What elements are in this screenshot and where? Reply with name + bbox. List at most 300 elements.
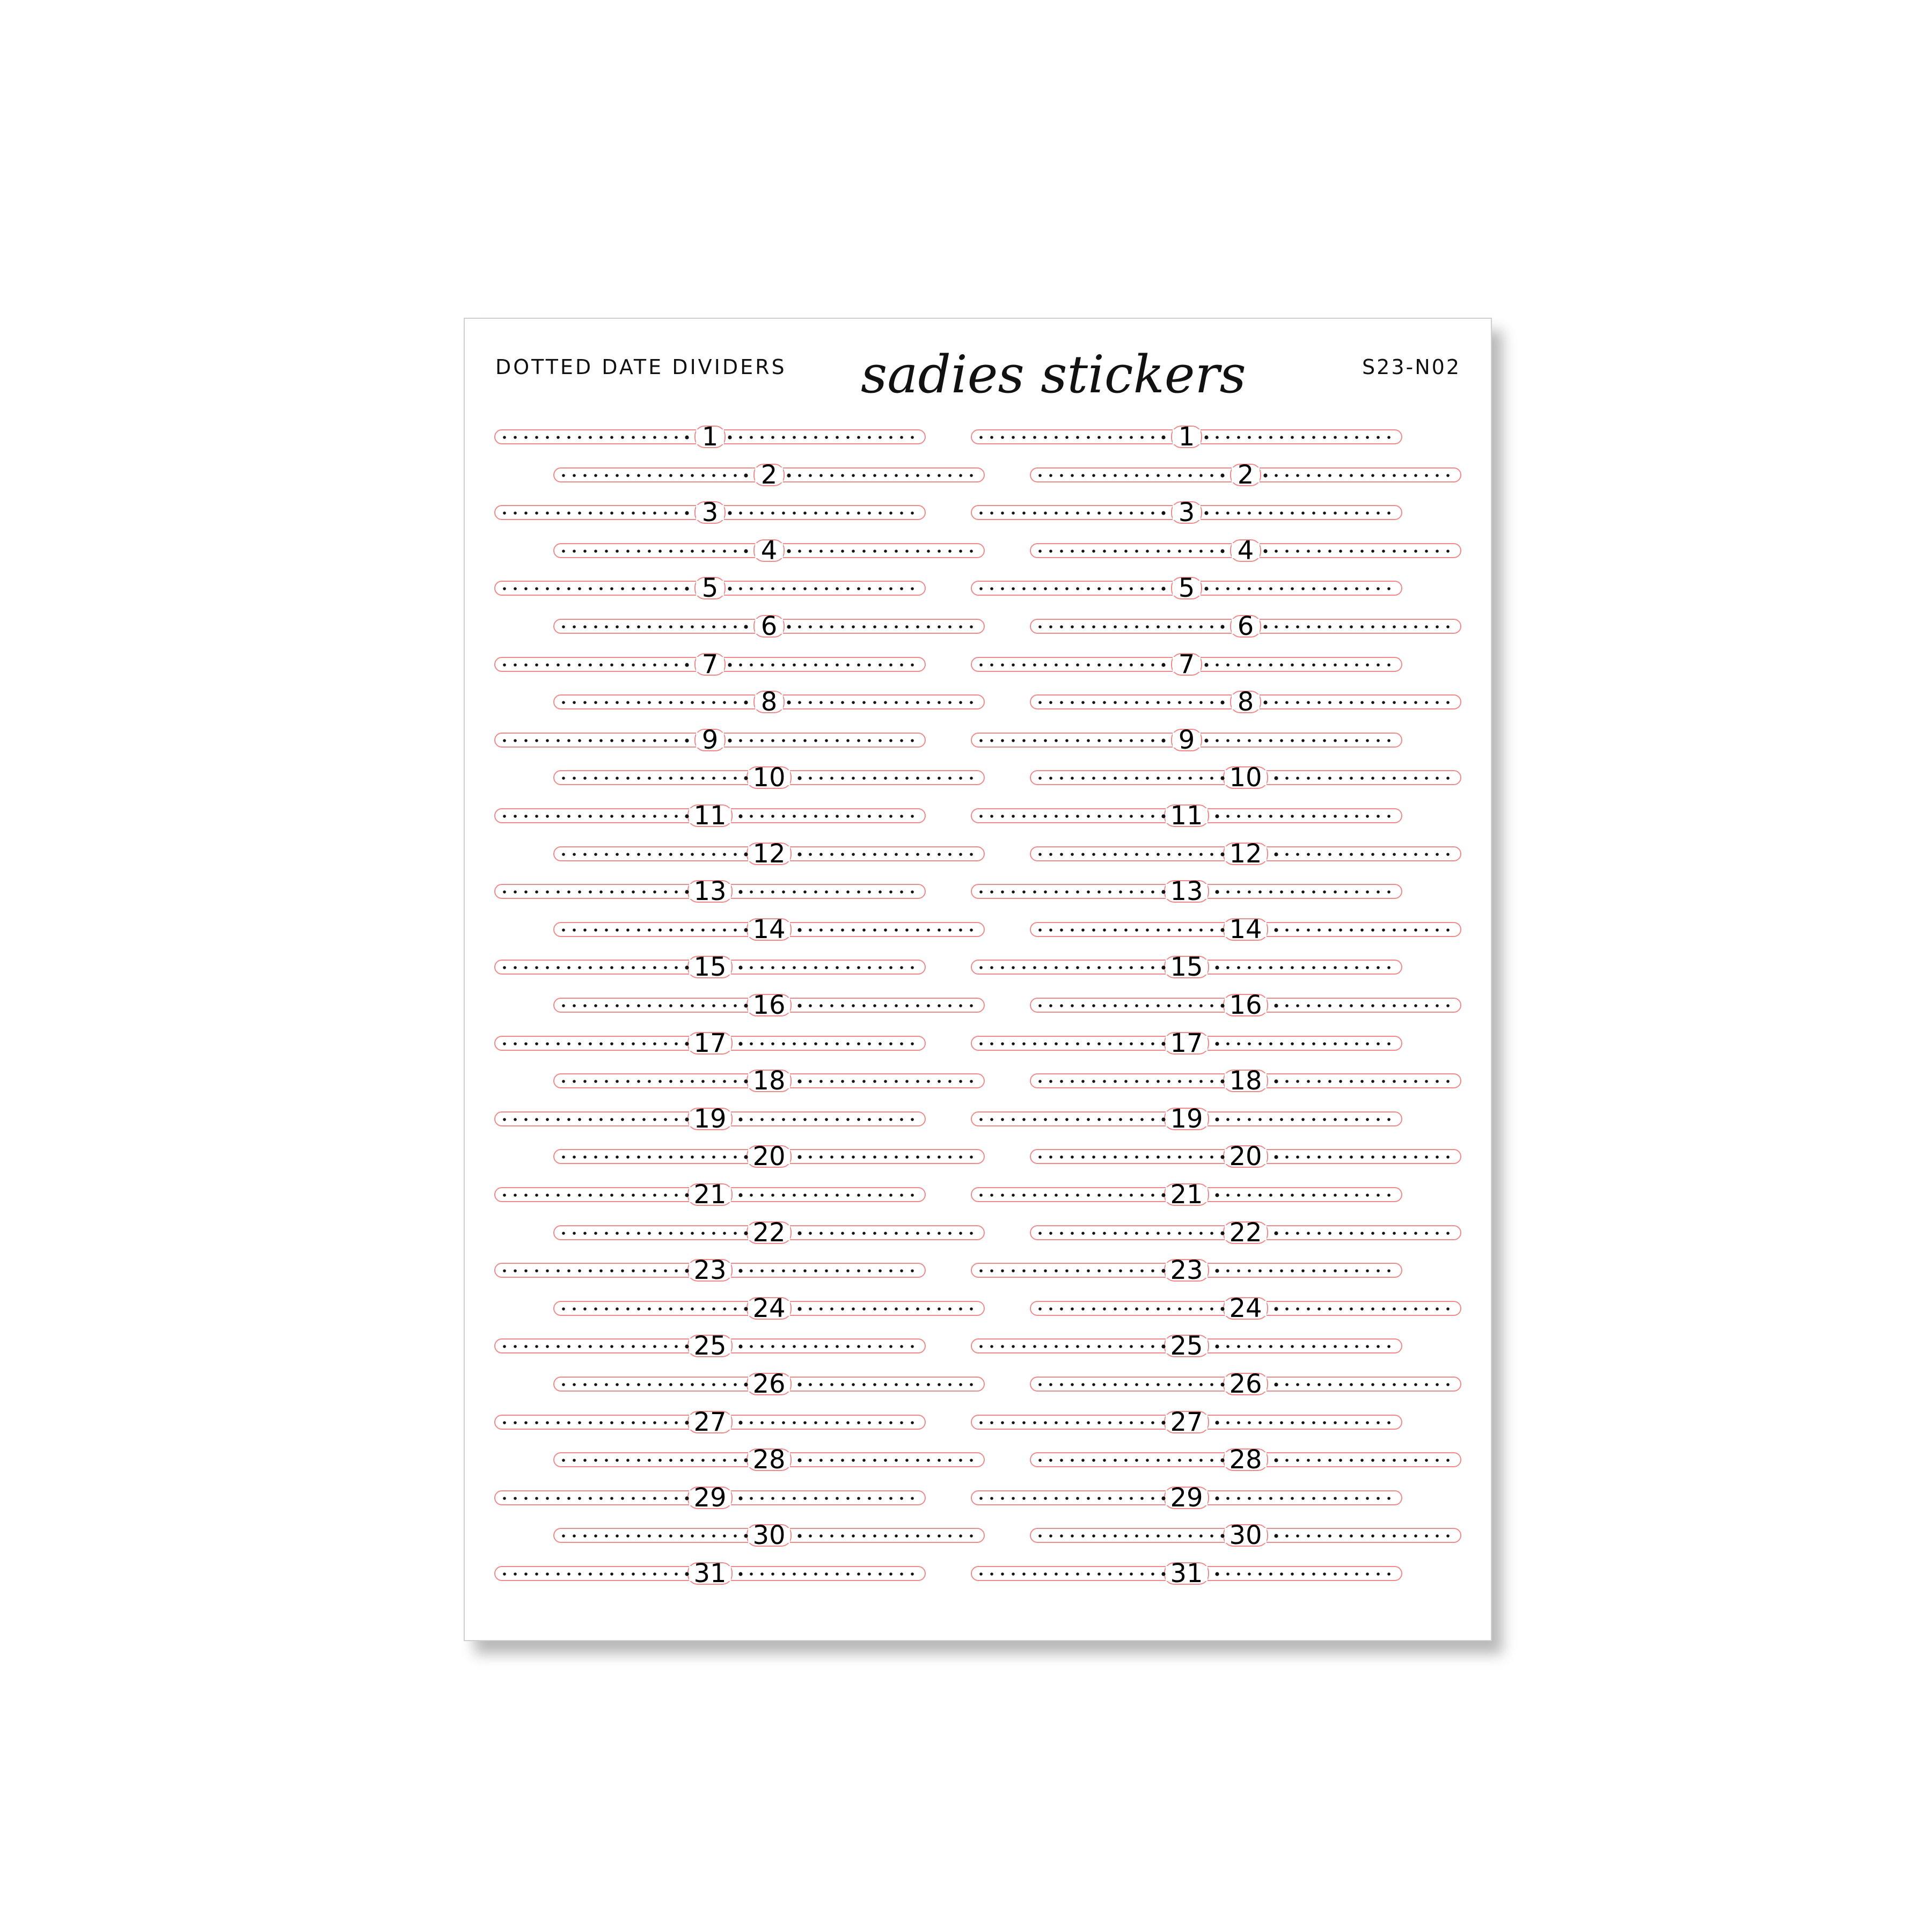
divider-dot xyxy=(1312,890,1315,894)
divider-number: 11 xyxy=(693,801,727,831)
divider-dot xyxy=(514,663,517,667)
divider-dot xyxy=(599,1194,603,1197)
divider-dot xyxy=(1199,777,1203,780)
divider-dot xyxy=(1446,1459,1450,1462)
divider-dot xyxy=(1436,1459,1439,1462)
divider-dot xyxy=(1167,777,1170,780)
divider-dot xyxy=(841,701,844,704)
divider-dot xyxy=(1377,587,1380,590)
divider-dot xyxy=(1199,1080,1203,1083)
divider-number: 16 xyxy=(752,990,786,1020)
divider-dot xyxy=(1097,1497,1101,1500)
divider-dot xyxy=(546,1194,549,1197)
divider-dot xyxy=(1220,776,1224,780)
divider-dot xyxy=(1204,587,1208,590)
divider-dot xyxy=(1140,739,1144,742)
divider-dot xyxy=(948,474,952,477)
divider-dot xyxy=(1076,890,1079,894)
divider-dot xyxy=(1387,1497,1391,1500)
divider-dot xyxy=(664,587,667,590)
divider-dot xyxy=(1189,853,1192,856)
divider-dot xyxy=(1237,511,1240,515)
divider-dot xyxy=(1189,928,1192,932)
divider-dot xyxy=(648,1080,651,1083)
divider-dot xyxy=(1103,1307,1106,1311)
divider-dot xyxy=(1022,1421,1026,1424)
divider-dot xyxy=(1403,928,1407,932)
divider-dot xyxy=(1280,966,1283,969)
divider-dot xyxy=(862,625,866,628)
divider-dot xyxy=(1038,1307,1042,1311)
divider-dot xyxy=(1033,1194,1036,1197)
divider-dot xyxy=(979,739,983,742)
divider-dot xyxy=(857,663,860,667)
divider-dot xyxy=(664,663,667,667)
divider-dot xyxy=(1307,1459,1310,1462)
divider-dot xyxy=(626,1534,630,1538)
divider-dot xyxy=(1387,1345,1391,1348)
divider-dot xyxy=(557,1194,560,1197)
divider-sticker-right-8 xyxy=(1029,687,1462,717)
divider-dot xyxy=(819,625,823,628)
divider-dot xyxy=(583,1459,587,1462)
divider-dot xyxy=(1103,1459,1106,1462)
divider-dot xyxy=(1307,625,1310,628)
divider-dot xyxy=(1151,1042,1154,1045)
divider-dot xyxy=(503,815,506,818)
divider-dot xyxy=(1301,815,1305,818)
divider-number: 20 xyxy=(1229,1141,1262,1172)
divider-dot xyxy=(744,700,748,704)
divider-dot xyxy=(712,701,715,704)
divider-dot xyxy=(760,966,764,969)
divider-dot xyxy=(1215,1269,1219,1272)
divider-dot xyxy=(868,511,871,515)
divider-dot xyxy=(1355,1421,1358,1424)
divider-dot xyxy=(846,511,850,515)
divider-dot xyxy=(1355,1345,1358,1348)
divider-dot xyxy=(1296,701,1299,704)
divider-dot xyxy=(1178,1080,1181,1083)
divider-dot xyxy=(884,474,887,477)
divider-dot xyxy=(594,550,597,553)
divider-dot xyxy=(605,474,608,477)
divider-dot xyxy=(503,1497,506,1500)
divider-dot xyxy=(1178,701,1181,704)
divider-dot xyxy=(557,436,560,439)
divider-dot xyxy=(990,1194,993,1197)
divider-sticker-right-3 xyxy=(970,497,1403,528)
divider-dot xyxy=(1038,474,1042,477)
divider-dot xyxy=(1114,1004,1117,1007)
divider-dot xyxy=(728,738,731,742)
divider-dot xyxy=(1226,1572,1230,1576)
divider-dot xyxy=(653,1345,656,1348)
divider-dot xyxy=(1387,511,1391,515)
divider-dot xyxy=(1436,701,1439,704)
divider-dot xyxy=(1301,511,1305,515)
divider-dot xyxy=(970,1459,973,1462)
divider-dot xyxy=(1344,436,1348,439)
divider-dot xyxy=(857,1572,860,1576)
divider-dot xyxy=(836,815,839,818)
divider-dot xyxy=(836,1269,839,1272)
divider-dot xyxy=(852,1383,855,1386)
divider-dot xyxy=(900,1421,903,1424)
divider-dot xyxy=(916,1459,919,1462)
divider-dot xyxy=(1414,1459,1417,1462)
divider-dot xyxy=(621,1497,624,1500)
divider-dot xyxy=(1097,663,1101,667)
divider-dot xyxy=(793,815,796,818)
divider-dot xyxy=(979,1345,983,1348)
divider-dot xyxy=(658,550,662,553)
divider-dot xyxy=(1135,1534,1138,1538)
divider-dot xyxy=(1414,853,1417,856)
divider-dot xyxy=(1060,1080,1063,1083)
divider-dot xyxy=(637,1383,640,1386)
divider-dot xyxy=(1001,1572,1004,1576)
divider-dot xyxy=(1071,928,1074,932)
divider-dot xyxy=(573,1232,576,1235)
divider-dot xyxy=(857,1269,860,1272)
divider-dot xyxy=(712,1155,715,1159)
divider-dot xyxy=(621,1042,624,1045)
divider-dot xyxy=(546,1497,549,1500)
divider-dot xyxy=(1291,436,1294,439)
divider-dot xyxy=(1350,701,1353,704)
divider-dot xyxy=(1318,1307,1321,1311)
divider-dot xyxy=(1065,815,1069,818)
divider-dot xyxy=(1446,1080,1450,1083)
divider-dot xyxy=(1060,853,1063,856)
divider-dot xyxy=(959,701,962,704)
divider-dot xyxy=(1269,739,1272,742)
divider-dot xyxy=(1403,1080,1407,1083)
divider-dot xyxy=(637,1080,640,1083)
divider-dot xyxy=(846,1269,850,1272)
divider-dot xyxy=(1334,966,1337,969)
divider-number: 23 xyxy=(1170,1255,1203,1285)
divider-dot xyxy=(1049,550,1052,553)
divider-number: 4 xyxy=(1237,536,1254,566)
divider-dot xyxy=(814,1421,817,1424)
divider-dot xyxy=(1393,1232,1396,1235)
divider-dot xyxy=(1103,701,1106,704)
divider-dot xyxy=(524,587,528,590)
divider-dot xyxy=(1248,1194,1251,1197)
divider-dot xyxy=(803,663,807,667)
divider-number: 30 xyxy=(752,1520,786,1550)
divider-dot xyxy=(1081,1534,1085,1538)
divider-dot xyxy=(567,1194,570,1197)
divider-dot xyxy=(562,1534,565,1538)
divider-dot xyxy=(782,1042,785,1045)
divider-number: 7 xyxy=(701,649,719,679)
divider-dot xyxy=(852,853,855,856)
divider-dot xyxy=(616,1534,619,1538)
divider-dot xyxy=(793,1572,796,1576)
divider-dot xyxy=(616,853,619,856)
divider-dot xyxy=(1312,1042,1315,1045)
divider-dot xyxy=(616,1383,619,1386)
divider-dot xyxy=(803,1345,807,1348)
divider-dot xyxy=(938,1459,941,1462)
divider-dot xyxy=(1344,1269,1348,1272)
divider-dot xyxy=(1307,928,1310,932)
divider-dot xyxy=(675,587,678,590)
divider-number: 24 xyxy=(752,1293,786,1323)
divider-dot xyxy=(557,1421,560,1424)
divider-number: 21 xyxy=(1170,1180,1203,1210)
divider-dot xyxy=(1092,1080,1095,1083)
divider-dot xyxy=(1189,1383,1192,1386)
divider-dot xyxy=(916,474,919,477)
divider-dot xyxy=(524,436,528,439)
divider-dot xyxy=(830,1155,833,1159)
divider-dot xyxy=(1081,1080,1085,1083)
divider-dot xyxy=(1403,1155,1407,1159)
divider-dot xyxy=(1248,1345,1251,1348)
divider-dot xyxy=(803,1269,807,1272)
divider-dot xyxy=(1377,890,1380,894)
divider-dot xyxy=(637,1534,640,1538)
divider-dot xyxy=(583,1534,587,1538)
divider-dot xyxy=(782,1194,785,1197)
divider-sticker-right-15 xyxy=(970,952,1403,982)
divider-dot xyxy=(637,928,640,932)
divider-dot xyxy=(1151,1497,1154,1500)
divider-dot xyxy=(862,1307,866,1311)
divider-dot xyxy=(1199,1383,1203,1386)
divider-dot xyxy=(1097,1042,1101,1045)
divider-dot xyxy=(905,1459,909,1462)
divider-dot xyxy=(1296,1383,1299,1386)
divider-dot xyxy=(1055,663,1058,667)
divider-dot xyxy=(1248,739,1251,742)
divider-number: 17 xyxy=(693,1028,727,1058)
divider-dot xyxy=(1301,663,1305,667)
divider-dot xyxy=(583,1383,587,1386)
divider-dot xyxy=(610,436,613,439)
divider-dot xyxy=(1097,890,1101,894)
divider-dot xyxy=(503,1042,506,1045)
divider-dot xyxy=(1130,1118,1133,1121)
divider-dot xyxy=(1446,1534,1450,1538)
divider-dot xyxy=(1446,853,1450,856)
divider-dot xyxy=(738,1421,742,1424)
divider-dot xyxy=(1334,1421,1337,1424)
divider-dot xyxy=(782,739,785,742)
divider-dot xyxy=(760,739,764,742)
divider-dot xyxy=(1130,1042,1133,1045)
divider-dot xyxy=(911,1345,914,1348)
divider-dot xyxy=(653,1572,656,1576)
divider-dot xyxy=(825,587,828,590)
divider-dot xyxy=(1436,1080,1439,1083)
divider-dot xyxy=(738,890,742,894)
divider-dot xyxy=(1071,777,1074,780)
divider-dot xyxy=(1226,1421,1230,1424)
divider-dot xyxy=(1033,1042,1036,1045)
divider-dot xyxy=(1237,1345,1240,1348)
divider-dot xyxy=(1081,474,1085,477)
divider-sticker-right-24 xyxy=(1029,1293,1462,1323)
divider-dot xyxy=(524,511,528,515)
divider-dot xyxy=(1124,625,1128,628)
divider-dot xyxy=(1323,663,1326,667)
divider-dot xyxy=(1371,550,1374,553)
divider-dot xyxy=(900,1042,903,1045)
divider-dot xyxy=(1237,890,1240,894)
divider-dot xyxy=(1291,1497,1294,1500)
divider-dot xyxy=(1130,1421,1133,1424)
divider-dot xyxy=(669,1232,672,1235)
divider-dot xyxy=(1220,1382,1224,1386)
divider-dot xyxy=(739,511,742,515)
divider-dot xyxy=(750,1042,753,1045)
divider-dot xyxy=(1280,587,1283,590)
divider-dot xyxy=(1382,1080,1385,1083)
divider-dot xyxy=(814,1497,817,1500)
divider-dot xyxy=(599,1497,603,1500)
divider-dot xyxy=(685,1117,689,1121)
divider-dot xyxy=(884,1004,887,1007)
divider-dot xyxy=(701,1307,705,1311)
divider-dot xyxy=(1135,1155,1138,1159)
divider-dot xyxy=(616,1232,619,1235)
divider-dot xyxy=(879,966,882,969)
divider-dot xyxy=(1161,1496,1165,1500)
divider-dot xyxy=(514,1194,517,1197)
divider-dot xyxy=(1285,1459,1289,1462)
divider-dot xyxy=(1366,1421,1369,1424)
divider-dot xyxy=(626,1383,630,1386)
divider-sticker-right-23 xyxy=(970,1255,1403,1285)
divider-dot xyxy=(862,1155,866,1159)
divider-dot xyxy=(1092,701,1095,704)
divider-dot xyxy=(1178,1459,1181,1462)
divider-dot xyxy=(771,436,774,439)
divider-dot xyxy=(868,436,871,439)
divider-dot xyxy=(1414,1232,1417,1235)
divider-dot xyxy=(701,777,705,780)
divider-dot xyxy=(723,550,726,553)
divider-dot xyxy=(1146,1383,1149,1386)
divider-dot xyxy=(797,928,801,932)
divider-sticker-right-20 xyxy=(1029,1141,1462,1172)
divider-dot xyxy=(691,1383,694,1386)
divider-dot xyxy=(889,1497,892,1500)
divider-dot xyxy=(750,890,753,894)
divider-dot xyxy=(1146,1459,1149,1462)
divider-dot xyxy=(948,1383,952,1386)
divider-dot xyxy=(1178,777,1181,780)
divider-dot xyxy=(1081,1232,1085,1235)
divider-dot xyxy=(1055,966,1058,969)
divider-dot xyxy=(862,928,866,932)
divider-dot xyxy=(1060,1155,1063,1159)
divider-dot xyxy=(793,436,796,439)
divider-dot xyxy=(1119,1497,1122,1500)
divider-dot xyxy=(605,1459,608,1462)
divider-dot xyxy=(990,890,993,894)
divider-dot xyxy=(1318,1383,1321,1386)
divider-dot xyxy=(594,625,597,628)
divider-dot xyxy=(916,701,919,704)
divider-dot xyxy=(1393,853,1396,856)
divider-dot xyxy=(1280,436,1283,439)
divider-dot xyxy=(1339,1534,1342,1538)
divider-dot xyxy=(1119,436,1122,439)
divider-dot xyxy=(1157,1534,1160,1538)
divider-dot xyxy=(685,1042,689,1045)
divider-dot xyxy=(809,1004,812,1007)
divider-dot xyxy=(1339,625,1342,628)
divider-dot xyxy=(1382,928,1385,932)
divider-dot xyxy=(1049,1232,1052,1235)
divider-dot xyxy=(701,550,705,553)
divider-dot xyxy=(1012,1194,1015,1197)
divider-dot xyxy=(1307,701,1310,704)
divider-dot xyxy=(830,1004,833,1007)
divider-dot xyxy=(1114,550,1117,553)
divider-dot xyxy=(1151,966,1154,969)
divider-dot xyxy=(1135,1459,1138,1462)
divider-dot xyxy=(889,966,892,969)
divider-dot xyxy=(1199,625,1203,628)
divider-dot xyxy=(1167,1534,1170,1538)
divider-dot xyxy=(873,928,876,932)
divider-dot xyxy=(911,1497,914,1500)
divider-dot xyxy=(1012,1572,1015,1576)
divider-dot xyxy=(1071,550,1074,553)
divider-dot xyxy=(873,777,876,780)
divider-dot xyxy=(1307,1307,1310,1311)
divider-sticker-right-7 xyxy=(970,649,1403,679)
divider-dot xyxy=(734,853,737,856)
divider-dot xyxy=(583,625,587,628)
divider-sticker-right-14 xyxy=(1029,914,1462,945)
divider-dot xyxy=(578,1118,581,1121)
divider-dot xyxy=(605,928,608,932)
divider-dot xyxy=(1393,1459,1396,1462)
divider-dot xyxy=(1377,1042,1380,1045)
divider-dot xyxy=(744,852,748,856)
divider-dot xyxy=(809,1459,812,1462)
divider-dot xyxy=(1323,739,1326,742)
divider-dot xyxy=(1291,1269,1294,1272)
divider-dot xyxy=(1081,777,1085,780)
divider-dot xyxy=(1425,853,1428,856)
divider-dot xyxy=(927,1232,930,1235)
divider-dot xyxy=(1387,1194,1391,1197)
divider-dot xyxy=(738,1193,742,1197)
divider-dot xyxy=(889,1118,892,1121)
divider-dot xyxy=(599,1345,603,1348)
divider-dot xyxy=(1366,1345,1369,1348)
divider-dot xyxy=(1033,511,1036,515)
divider-number: 6 xyxy=(760,611,778,641)
divider-dot xyxy=(685,1496,689,1500)
divider-dot xyxy=(701,1155,705,1159)
divider-dot xyxy=(852,550,855,553)
divider-dot xyxy=(685,1344,689,1348)
divider-dot xyxy=(653,815,656,818)
divider-dot xyxy=(680,1534,683,1538)
divider-dot xyxy=(1012,1269,1015,1272)
divider-dot xyxy=(1215,1421,1219,1424)
